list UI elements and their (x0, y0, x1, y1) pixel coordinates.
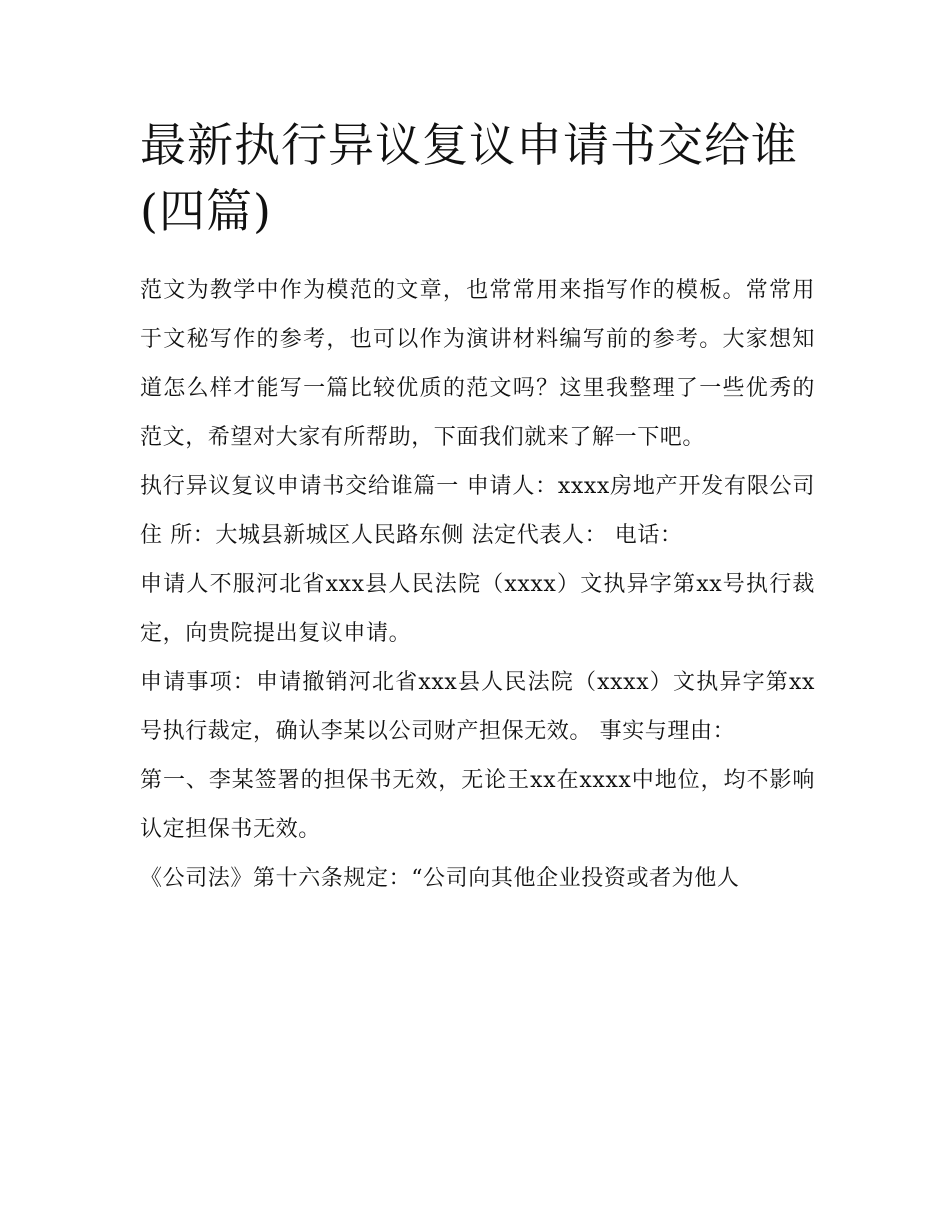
paragraph-intro: 范文为教学中作为模范的文章，也常常用来指写作的模板。常常用于文秘写作的参考，也可以作为演讲材料编写前的参考。大家想知道怎么样才能写一篇比较优质的范文吗？这里我整理了一些优秀的范文，希望对大家有所帮助，下面我们就来了解一下吧。 (140, 278, 815, 450)
paragraph-reason-one: 第一、李某签署的担保书无效，无论王xx在xxxx中地位，均不影响认定担保书无效。 (140, 768, 815, 842)
paragraph-applicant-info: 执行异议复议申请书交给谁篇一 申请人：xxxx房地产开发有限公司 住 所：大城县新城区人民路东侧 法定代表人： 电话： (140, 474, 815, 548)
paragraph-request-statement: 申请人不服河北省xxx县人民法院（xxxx）文执异字第xx号执行裁定，向贵院提出复议申请。 (140, 572, 815, 646)
document-page (140, 112, 815, 903)
paragraph-request-items: 申请事项：申请撤销河北省xxx县人民法院（xxxx）文执异字第xx号执行裁定，确认李某以公司财产担保无效。 事实与理由： (140, 670, 815, 744)
document-title: 最新执行异议复议申请书交给谁(四篇) (140, 118, 798, 238)
paragraph-company-law: 《公司法》第十六条规定：“公司向其他企业投资或者为他人 (140, 866, 740, 891)
